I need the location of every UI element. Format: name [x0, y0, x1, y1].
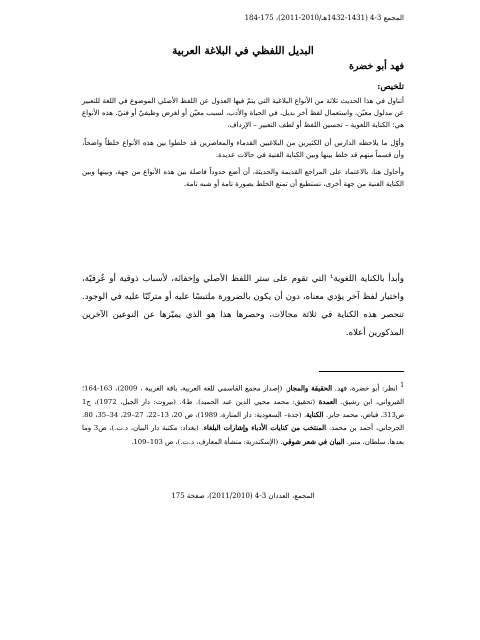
footnote-segment: انظر: أبو خضرة، فهد.: [332, 384, 401, 393]
abstract-label: تلخيص:: [377, 82, 404, 92]
footnote-text: [82, 384, 404, 446]
footnote-reference-title: الكناية: [306, 411, 324, 420]
footnote: [82, 379, 404, 449]
footnote-segment: . (جدة– السعودية: دار المنارة، 1989)، ص 20، 13–22، 27–29، 34–35، 80. الجرجاني، أحمد بن محمد.: [82, 411, 405, 433]
body-text: [82, 270, 404, 342]
footnote-reference-title: العمدة: [318, 397, 337, 406]
footnote-segment: . (بغداد: مكتبة دار البيان، د.ت.)، ص3 وما بعدها. سلطان، منير.: [82, 424, 404, 446]
body-paragraph: وأبدأ بالكناية اللغوية¹ التي تقوم على ستر اللفظ الأصلي وإخفائه، لأسباب ذوقية أو عُرفيّة، واختيار لفظ آخر يؤدي معناه، دون أن يكون بالضرورة ملتبسًا عليه أو مترتّبًا عليه في الوجود. تنحصر هذه الكناية في ثلاثة مجالات، وحصرها هذا هو الذي يميّزها عن النوعين الآخرين المذكورين أعلاه.: [82, 274, 404, 338]
abstract-paragraph: وأوّل ما يلاحظه الدارس أن الكثيرين من البلاغيين القدماء والمعاصرين قد خلطوا بين هذه الأنواع خلطاً واضحاً، وأن قسماً منهم قد خلط بينها وبين الكناية الفنية في حالات عديدة.: [82, 138, 404, 159]
article-title: البديل اللفظي في البلاغة العربية: [172, 45, 314, 57]
journal-header: المجمع 3-4 (1431-1432هـ/2010-2011)، 175-184: [244, 14, 404, 22]
abstract-paragraph: أتناول في هذا الحديث ثلاثة من الأنواع البلاغية التي يتمّ فيها العدول عن اللفظ الأصلي الموضوع في اللغة للتعبير عن مدلول معيّن، واستعمال لفظ آخر بديل، في الحياة والأدب، لسبب معيّن أو لغرض وظيفيّ أو فنيّ. هذه الأنواع هي: الكناية اللغوية – تحسين اللفظ أو لطف التعبير – الإرداف.: [82, 97, 404, 130]
footnote-reference-title: الحقيقة والمجاز: [287, 384, 333, 393]
page-footer: المجمع، العددان 3-4 (2011/2010)، صفحة 175: [171, 492, 315, 500]
document-page: [82, 14, 404, 634]
footnote-reference-title: البيان في شعر شوقي: [282, 437, 345, 446]
footnote-segment: (تحقيق: محمد محيي الدين عبد الحميد). ط4. (بيروت: دار الجيل، 1972)، ج1 ص313. فياض، محمد جابر.: [82, 397, 405, 420]
abstract-paragraph: وأحاول هنا، بالاعتماد على المراجع القديمة والحديثة، أن أضع حدوداً فاصلة بين هذه الأنواع من جهة، وبينها وبين الكناية الفنية من جهة أخرى، تستطيع أن تمنع الخلط بصورة تامة أو شبه تامة.: [82, 168, 404, 189]
footnote-segment: . (إصدار مجمع القاسمي للغة العربية، باقة الغربية ، 2009)، 163-164؛ القيرواني، ابن رشيق.: [82, 384, 404, 406]
footnote-divider: [319, 371, 404, 372]
footnote-number: 1: [400, 382, 405, 389]
abstract: [82, 95, 404, 195]
footnote-reference-title: المنتخب من كنايات الأدباء وإشارات البلغاء: [203, 424, 327, 433]
footnote-segment: . (الإسكندرية: منشأة المعارف، د.ت.)، ص 103–109.: [131, 437, 283, 446]
article-author: فهد أبو خضرة: [348, 61, 404, 72]
